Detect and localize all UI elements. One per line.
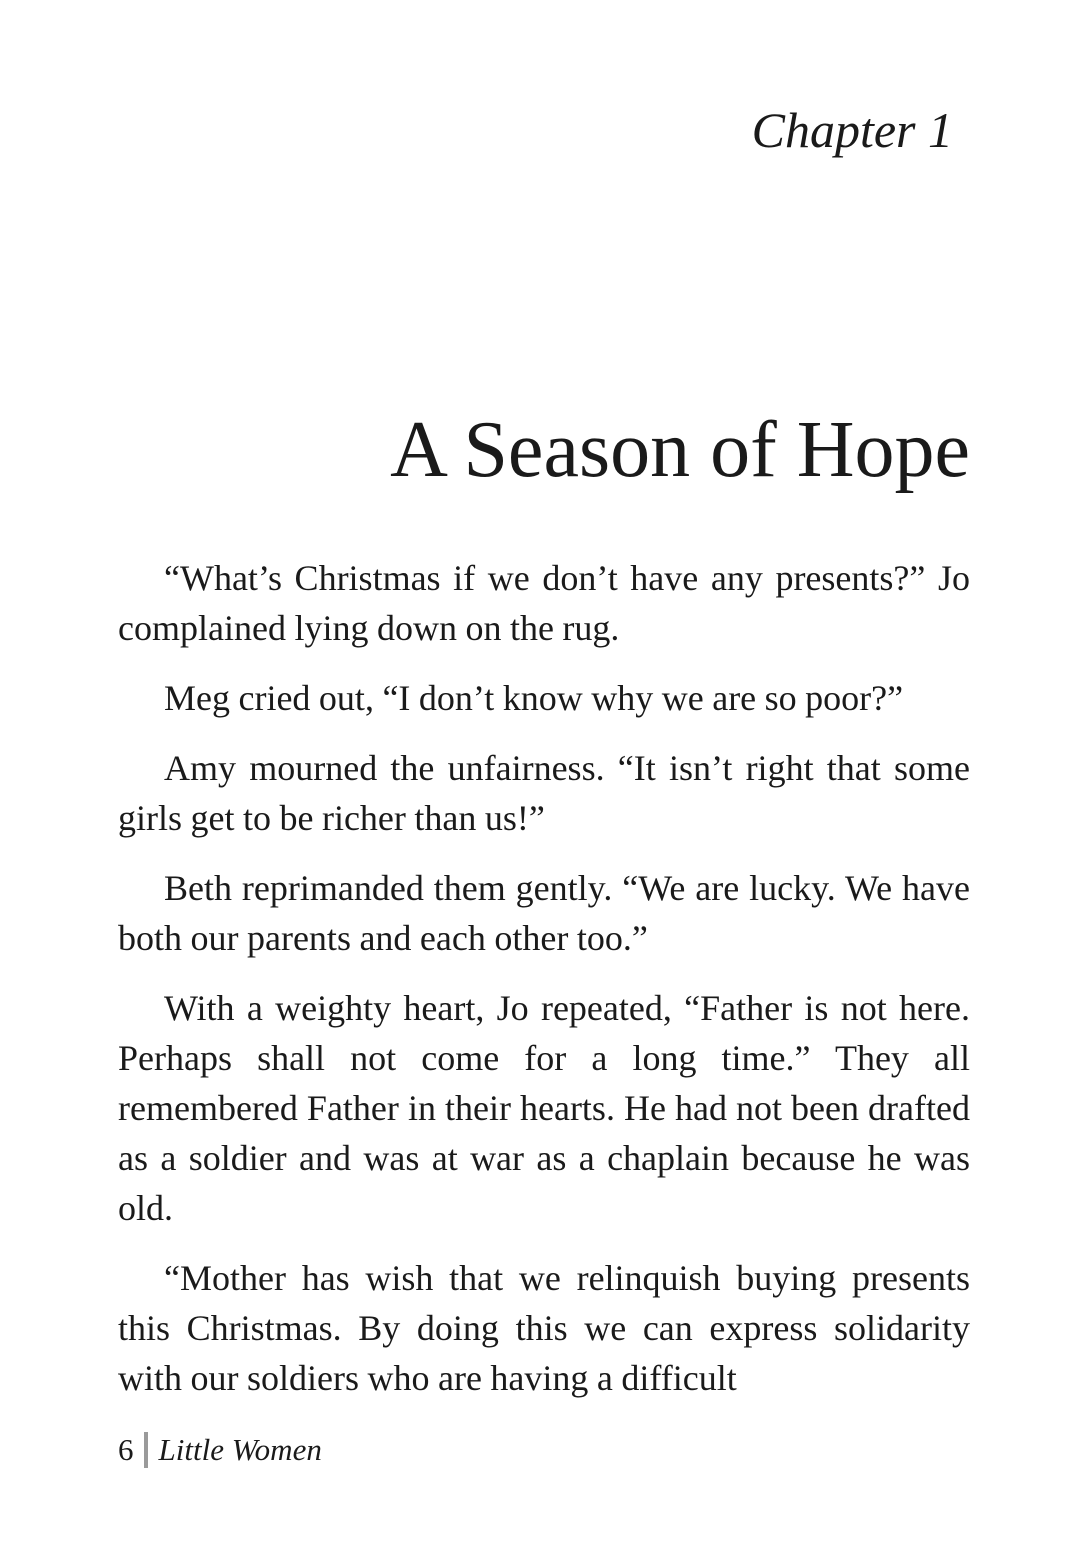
body-paragraph: With a weighty heart, Jo repeated, “Father is not here. Perhaps shall not come for a long time.” They all remembered Father in their hearts. He had not been drafted as a soldier and was at war as a chaplain because he was old. (118, 988, 970, 1228)
body-paragraph: “What’s Christmas if we don’t have any presents?” Jo complained lying down on the rug. (118, 558, 970, 648)
body-paragraph: Amy mourned the unfairness. “It isn’t right that some girls get to be richer than us!” (118, 748, 970, 838)
page-footer (118, 1428, 322, 1472)
body-paragraph: Meg cried out, “I don’t know why we are so poor?” (164, 678, 904, 718)
body-paragraph: Beth reprimanded them gently. “We are lucky. We have both our parents and each other too.” (118, 868, 970, 958)
chapter-label: Chapter 1 (751, 102, 953, 158)
body-text (118, 553, 970, 1423)
body-paragraph: “Mother has wish that we relinquish buying presents this Christmas. By doing this we can express solidarity with our soldiers who are having a difficult (118, 1258, 970, 1398)
page-title: A Season of Hope (390, 406, 970, 494)
page-number: 6 (118, 1432, 134, 1467)
book-title: Little Women (158, 1432, 322, 1467)
footer-separator (144, 1432, 148, 1468)
